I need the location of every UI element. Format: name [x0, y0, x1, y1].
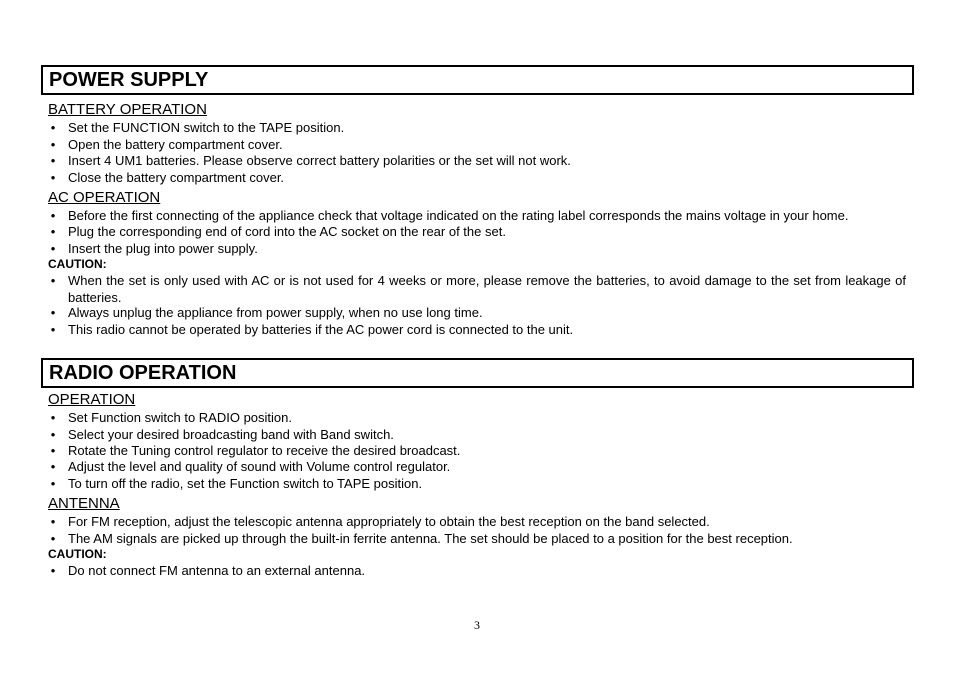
ac-operation-heading: AC OPERATION [48, 189, 161, 206]
bullet-icon: • [50, 120, 56, 135]
bullet-icon: • [50, 476, 56, 491]
bullet-icon: • [50, 305, 56, 320]
list-item: • This radio cannot be operated by batteries if the AC power cord is connected to the unit. [48, 322, 906, 339]
bullet-icon: • [50, 170, 56, 185]
list-item: • Select your desired broadcasting band with Band switch. [48, 427, 906, 444]
list-item: • The AM signals are picked up through the built-in ferrite antenna. The set should be placed to a position for the best reception. [48, 531, 906, 548]
bullet-icon: • [50, 531, 56, 546]
bullet-icon: • [50, 322, 56, 337]
bullet-icon: • [50, 443, 56, 458]
list-item: • To turn off the radio, set the Function switch to TAPE position. [48, 476, 906, 493]
list-item: • For FM reception, adjust the telescopic antenna appropriately to obtain the best reception on the band selected. [48, 514, 906, 531]
list-item: • Always unplug the appliance from power supply, when no use long time. [48, 305, 906, 322]
list-item: • When the set is only used with AC or is not used for 4 weeks or more, please remove the batteries, to avoid damage to the set from leakage of batteries. [48, 273, 906, 306]
bullet-icon: • [50, 153, 56, 168]
radio-operation-header [41, 358, 914, 388]
list-item: • Close the battery compartment cover. [48, 170, 906, 187]
bullet-icon: • [50, 427, 56, 442]
list-item: • Set Function switch to RADIO position. [48, 410, 906, 427]
bullet-icon: • [50, 410, 56, 425]
radio-operation-title: RADIO OPERATION [49, 362, 237, 384]
bullet-icon: • [50, 241, 56, 256]
battery-operation-heading: BATTERY OPERATION [48, 101, 207, 118]
list-item: • Do not connect FM antenna to an external antenna. [48, 563, 906, 580]
antenna-heading: ANTENNA [48, 495, 120, 512]
power-supply-header [41, 65, 914, 95]
list-item: • Plug the corresponding end of cord into the AC socket on the rear of the set. [48, 224, 906, 241]
bullet-icon: • [50, 208, 56, 223]
list-item: • Before the first connecting of the appliance check that voltage indicated on the rating label corresponds the mains voltage in your home. [48, 208, 906, 225]
bullet-icon: • [50, 273, 56, 288]
list-item: • Insert the plug into power supply. [48, 241, 906, 258]
bullet-icon: • [50, 224, 56, 239]
list-item: • Open the battery compartment cover. [48, 137, 906, 154]
list-item: • Rotate the Tuning control regulator to receive the desired broadcast. [48, 443, 906, 460]
radio-caution-label: CAUTION: [48, 547, 107, 561]
bullet-icon: • [50, 459, 56, 474]
power-caution-label: CAUTION: [48, 257, 107, 271]
bullet-icon: • [50, 514, 56, 529]
page-number: 3 [474, 618, 480, 632]
bullet-icon: • [50, 137, 56, 152]
list-item: • Adjust the level and quality of sound with Volume control regulator. [48, 459, 906, 476]
list-item: • Insert 4 UM1 batteries. Please observe correct battery polarities or the set will not work. [48, 153, 906, 170]
bullet-icon: • [50, 563, 56, 578]
power-supply-title: POWER SUPPLY [49, 69, 209, 91]
operation-heading: OPERATION [48, 391, 136, 408]
list-item: • Set the FUNCTION switch to the TAPE position. [48, 120, 906, 137]
